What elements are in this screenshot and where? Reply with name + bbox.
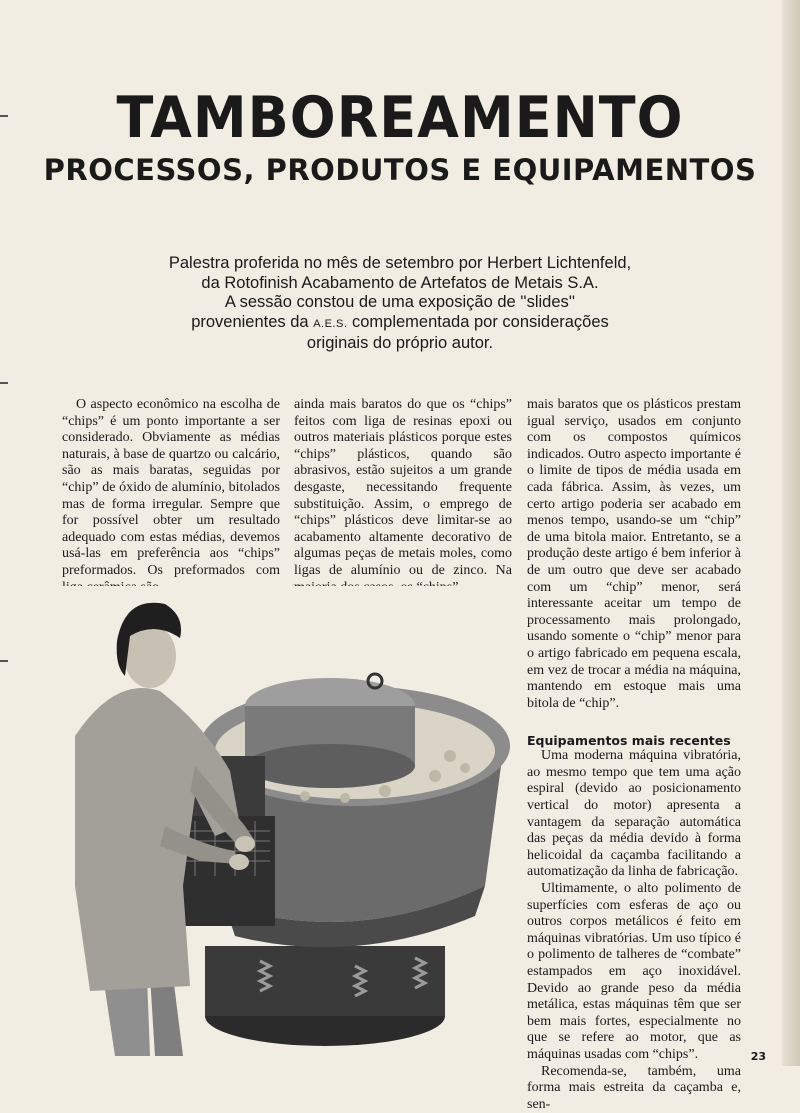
body-paragraph: Recomenda-se, também, uma forma mais estreita da caçamba e, sen- (527, 1063, 741, 1112)
margin-mark (0, 382, 8, 384)
aes-abbreviation: A.E.S. (313, 317, 348, 330)
intro-text: provenientes da (191, 312, 314, 331)
body-paragraph: mais baratos que os plásticos prestam igual serviço, usados em conjunto com os compostos químicos indicados. Outro aspecto importante é o limite de tipos de média usada em cada fábrica. Assim, às vezes, um certo artigo poderia ser acabado em menos tempo, usando-se um “chip” de uma bitola maior. Entretanto, se a produção deste artigo é bem inferior à de um outro que deve ser acabado com um “chip” menor, será interessante aceitar um tempo de processamento mais prolongado, usando somente o “chip” menor para o artigo fabricado em pequena escala, em vez de trocar a média na máquina, mantendo em estoque mais uma bitola de “chip”. (527, 397, 741, 711)
text-column-1 (62, 397, 280, 596)
article-subtitle: PROCESSOS, PRODUTOS E EQUIPAMENTOS (43, 153, 757, 187)
body-paragraph: ainda mais baratos do que os “chips” feitos com liga de resinas epoxi ou outros materiais plásticos porque estes “chips” plásticos, quando são abrasivos, estão sujeitos a um grande desgaste, necessitando frequente substituição. Assim, o emprego de “chips” plásticos deve limitar-se ao acabamento altamente decorativo de algumas peças de metais moles, como ligas de alumínio ou de zinco. Na (294, 397, 512, 578)
body-paragraph: Ultimamente, o alto polimento de superfícies com esferas de aço ou outros corpos metálicos é feito em máquinas vibratórias. Um uso típico é o polimento de talheres de “combate” estampados em aço inoxidável. Devido ao grande peso da média metálica, estas máquinas têm que ser bem mais fortes, especialmente no que se refere ao motor, que as máquinas usadas com “chips”. (527, 881, 741, 1062)
intro-line: da Rotofinish Acabamento de Artefatos de Metais S.A. (201, 273, 599, 292)
intro-paragraph (140, 254, 660, 354)
section-heading: Equipamentos mais recentes (527, 733, 731, 749)
text-column-2 (294, 397, 512, 596)
article-title: TAMBOREAMENTO (116, 84, 684, 151)
page-number: 23 (750, 1050, 766, 1063)
intro-line (140, 313, 660, 335)
intro-line: A sessão constou de uma exposição de ''slides'' (224, 293, 576, 312)
intro-line: originais do próprio autor. (306, 334, 494, 353)
intro-line: Palestra proferida no mês de setembro por Herbert Lichtenfeld, (168, 254, 632, 272)
margin-mark (0, 660, 8, 662)
machine-photo (55, 586, 515, 1056)
intro-text: complementada por considerações (347, 312, 609, 331)
text-column-3 (527, 397, 741, 1113)
body-paragraph: O aspecto econômico na escolha de “chips” é um ponto importante a ser considerado. Obviamente as médias naturais, à base de quartzo ou calcário, são as mais baratas, seguidas por “chip” de óxido de alumínio, bitolados mas de forma irregular. Sempre que for possível obter um resultado adequado com estas médias, devemos usá-las em preferência aos “chips” preformados. Os preformados com (62, 397, 280, 578)
body-paragraph: Uma moderna máquina vibratória, ao mesmo tempo que tem uma ação espiral (devido ao posicionamento vertical do motor) apresenta a vantagem da separação automática das peças da média devido à forma helicoidal da caçamba facilitando a automatização da linha de fabricação. (527, 748, 741, 880)
